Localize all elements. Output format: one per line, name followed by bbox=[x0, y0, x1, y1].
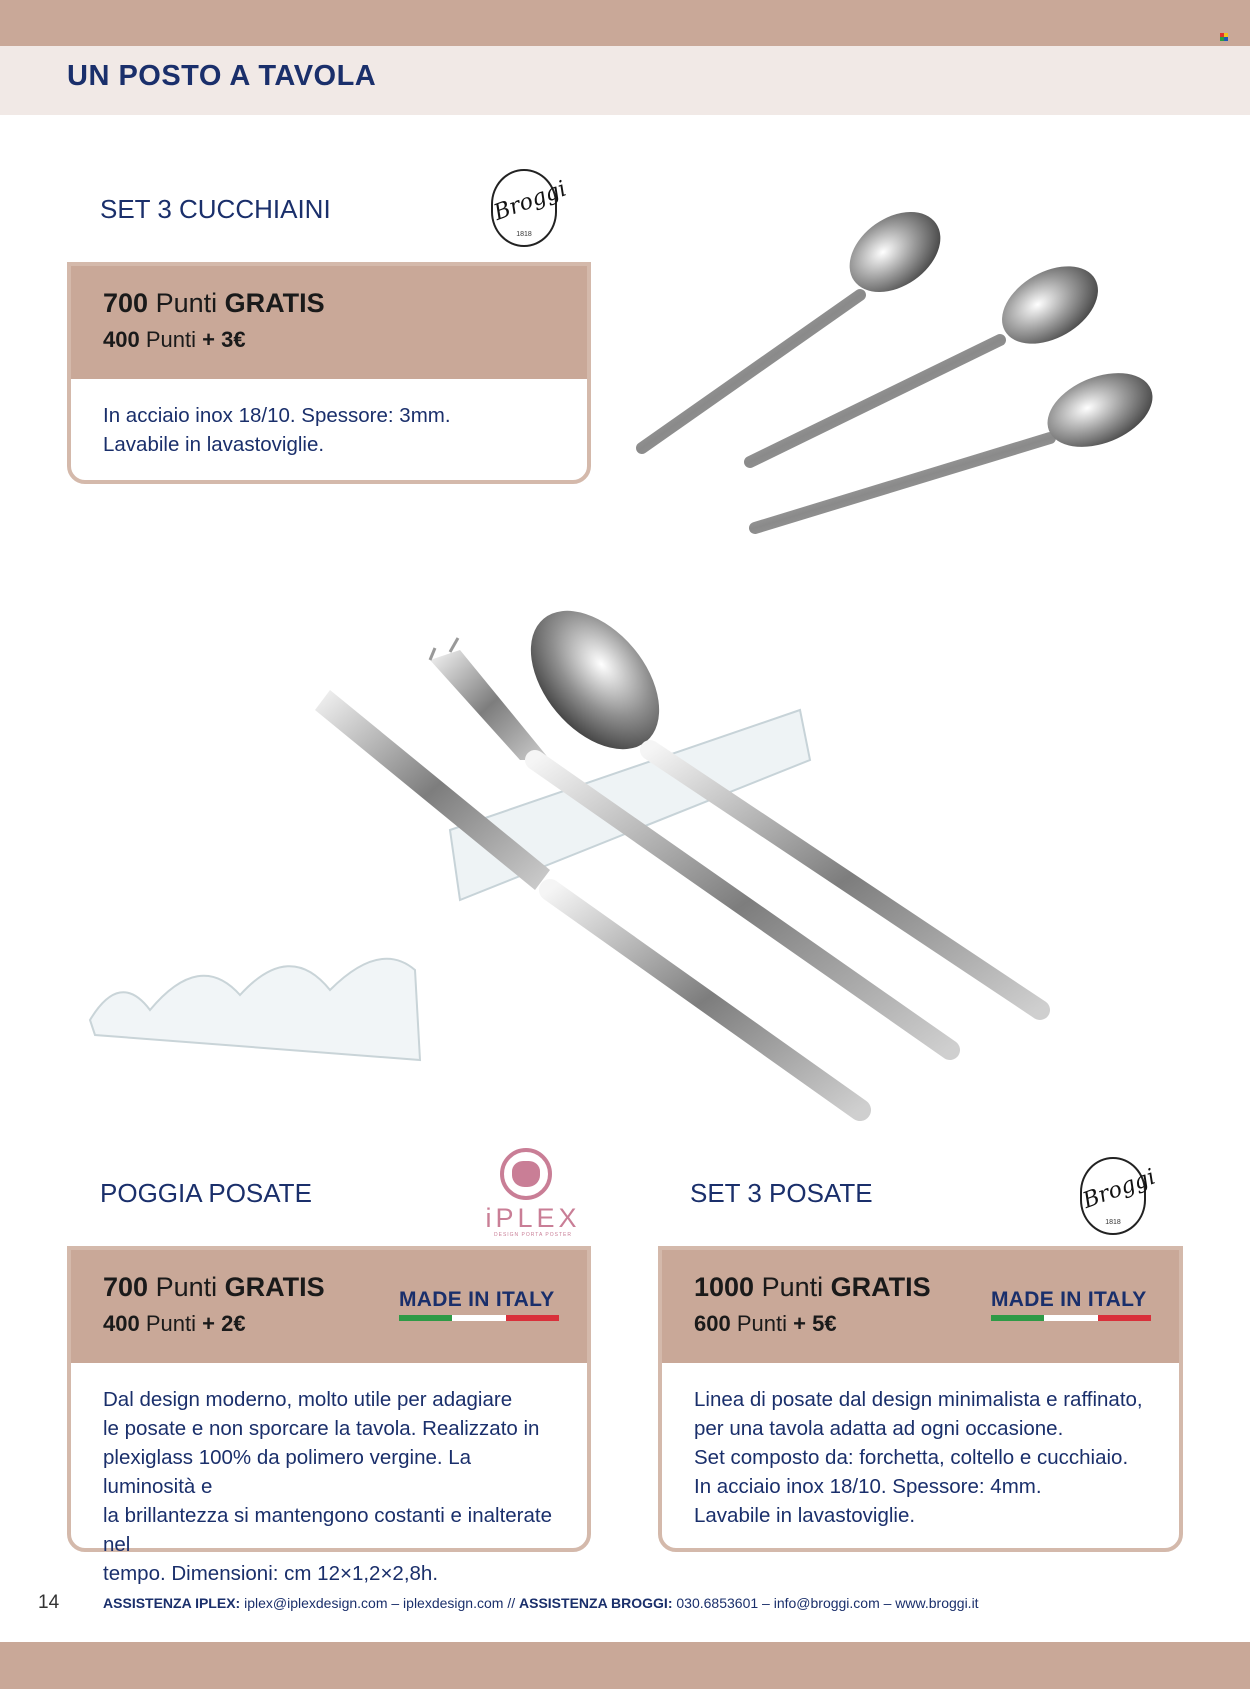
italian-flag-stripe bbox=[399, 1315, 559, 1321]
price-sub: 400 Punti + 3€ bbox=[103, 327, 246, 352]
price-box bbox=[71, 1250, 587, 1363]
price-sub: 400 Punti + 2€ bbox=[103, 1311, 246, 1336]
page-number: 14 bbox=[38, 1592, 60, 1613]
product-title-poggia-posate: POGGIA POSATE bbox=[100, 1178, 312, 1208]
footer-iplex-label: ASSISTENZA IPLEX: bbox=[103, 1595, 241, 1611]
cutlery-rest-photo bbox=[80, 590, 1060, 1150]
price-box bbox=[71, 266, 587, 379]
acrylic-rest-front bbox=[90, 959, 420, 1060]
product-card-poggia-posate bbox=[67, 1246, 591, 1585]
product-description: Dal design moderno, molto utile per adagiare le posate e non sporcare la tavola. Realizzato in plexiglass 100% da polimero vergine. La luminosità e la brillantezza si mantengono costanti e inalterate nel tempo. Dimensioni: cm 12×1,2×2,8h. bbox=[103, 1388, 552, 1585]
product-description: In acciaio inox 18/10. Spessore: 3mm. Lavabile in lavastoviglie. bbox=[103, 404, 451, 456]
italian-flag-stripe bbox=[991, 1315, 1151, 1321]
cat-icon bbox=[500, 1148, 552, 1200]
price-main: 1000 Punti GRATIS bbox=[694, 1272, 931, 1302]
price-box bbox=[662, 1250, 1179, 1363]
made-in-italy-badge: MADE IN ITALY bbox=[399, 1288, 559, 1321]
color-mark-icon bbox=[1220, 33, 1228, 41]
broggi-logo: Broggi 1818 bbox=[1080, 1157, 1146, 1235]
footer-iplex-contact[interactable]: iplex@iplexdesign.com – iplexdesign.com // bbox=[244, 1595, 516, 1611]
price-main: 700 Punti GRATIS bbox=[103, 1272, 325, 1302]
price-sub: 600 Punti + 5€ bbox=[694, 1311, 837, 1336]
broggi-logo: Broggi 1818 bbox=[491, 169, 557, 247]
footer bbox=[38, 1592, 979, 1614]
spoons-photo bbox=[620, 200, 1200, 560]
footer-broggi-contact[interactable]: 030.6853601 – info@broggi.com – www.broggi.it bbox=[676, 1595, 979, 1611]
footer-broggi-label: ASSISTENZA BROGGI: bbox=[519, 1595, 673, 1611]
product-title-set-3-posate: SET 3 POSATE bbox=[690, 1178, 873, 1208]
page-title: UN POSTO A TAVOLA bbox=[67, 60, 377, 92]
product-card-cucchiaini bbox=[67, 262, 591, 484]
spoon-3 bbox=[755, 359, 1163, 528]
top-band bbox=[0, 0, 1250, 46]
product-card-set-3-posate bbox=[658, 1246, 1183, 1552]
made-in-italy-badge: MADE IN ITALY bbox=[991, 1288, 1151, 1321]
iplex-logo: iPLEX DESIGN PORTA POSTER bbox=[478, 1148, 588, 1238]
bottom-band bbox=[0, 1642, 1250, 1689]
product-title-set-3-cucchiaini: SET 3 CUCCHIAINI bbox=[100, 194, 331, 224]
price-main: 700 Punti GRATIS bbox=[103, 288, 325, 318]
product-description: Linea di posate dal design minimalista e raffinato, per una tavola adatta ad ogni occasione. Set composto da: forchetta, coltello e cucchiaio. In acciaio inox 18/10. Spessore: 4mm. Lavabile in lavastoviglie. bbox=[694, 1388, 1143, 1527]
spoon-1 bbox=[642, 200, 955, 448]
